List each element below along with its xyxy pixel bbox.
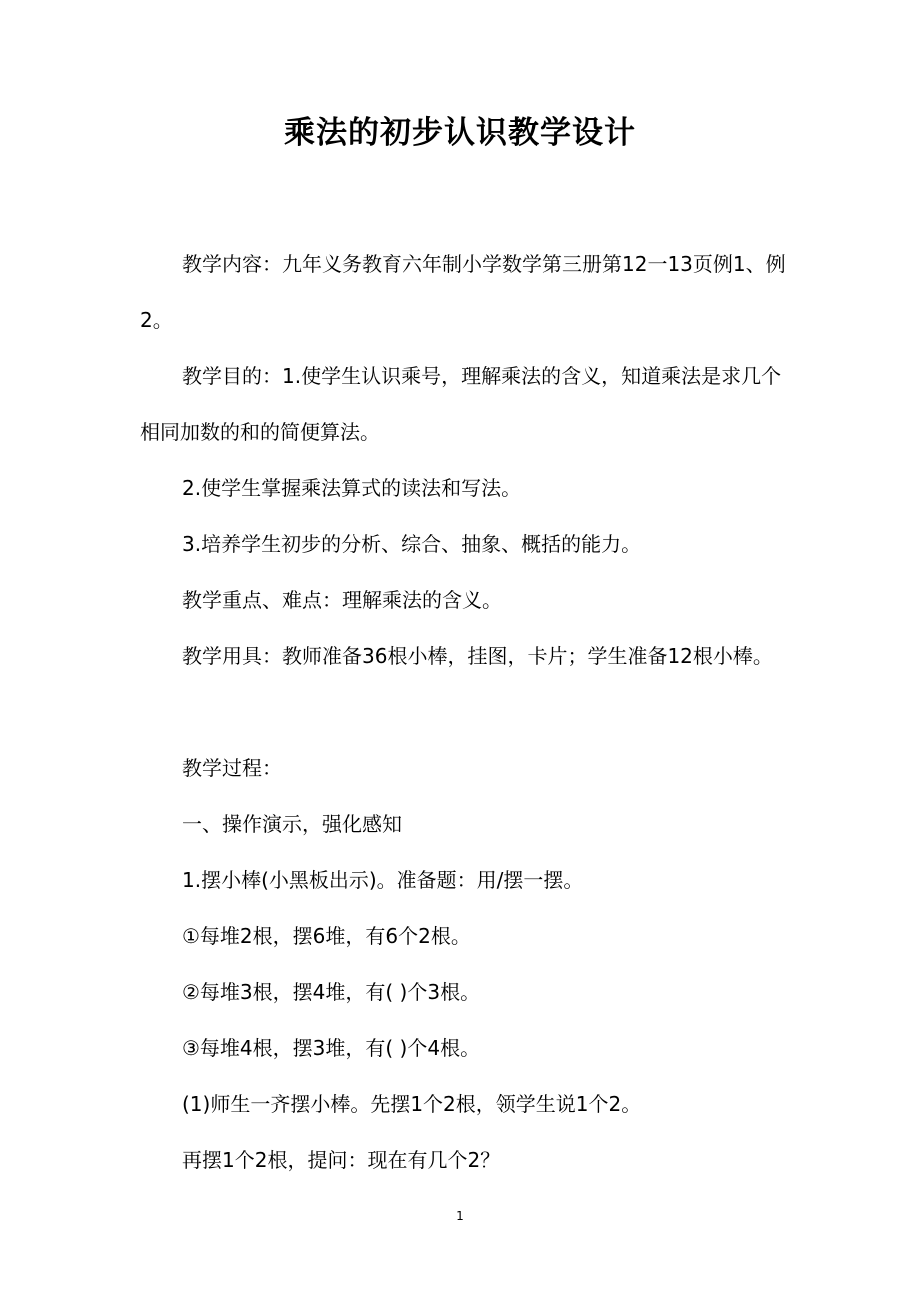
paragraph-teaching-process: 教学过程： bbox=[182, 756, 282, 780]
paragraph-key-points: 教学重点、难点：理解乘法的含义。 bbox=[182, 588, 502, 612]
paragraph-demo-1: (1)师生一齐摆小棒。先摆1个2根，领学生说1个2。 bbox=[182, 1092, 642, 1116]
paragraph-item-3: ③每堆4根，摆3堆，有( )个4根。 bbox=[182, 1036, 481, 1060]
paragraph-demo-2: 再摆1个2根，提问：现在有几个2？ bbox=[182, 1148, 501, 1172]
paragraph-objective-2: 2.使学生掌握乘法算式的读法和写法。 bbox=[182, 476, 522, 500]
paragraph-teaching-content: 教学内容：九年义务教育六年制小学数学第三册第12一13页例1、例2。 bbox=[140, 252, 786, 332]
paragraph-teaching-objective: 教学目的：1.使学生认识乘号，理解乘法的含义，知道乘法是求几个相同加数的和的简便算法。 bbox=[140, 364, 782, 444]
paragraph-objective-3: 3.培养学生初步的分析、综合、抽象、概括的能力。 bbox=[182, 532, 642, 556]
paragraph-teaching-tools: 教学用具：教师准备36根小棒，挂图，卡片；学生准备12根小棒。 bbox=[182, 644, 773, 668]
document-title: 乘法的初步认识教学设计 bbox=[284, 115, 636, 151]
paragraph-item-1: ①每堆2根，摆6堆，有6个2根。 bbox=[182, 924, 471, 948]
page-number: 1 bbox=[456, 1209, 464, 1223]
paragraph-item-2: ②每堆3根，摆4堆，有( )个3根。 bbox=[182, 980, 481, 1004]
paragraph-step-1: 1.摆小棒(小黑板出示)。准备题：用/摆一摆。 bbox=[182, 868, 584, 892]
paragraph-section-1: 一、操作演示，强化感知 bbox=[182, 812, 402, 836]
